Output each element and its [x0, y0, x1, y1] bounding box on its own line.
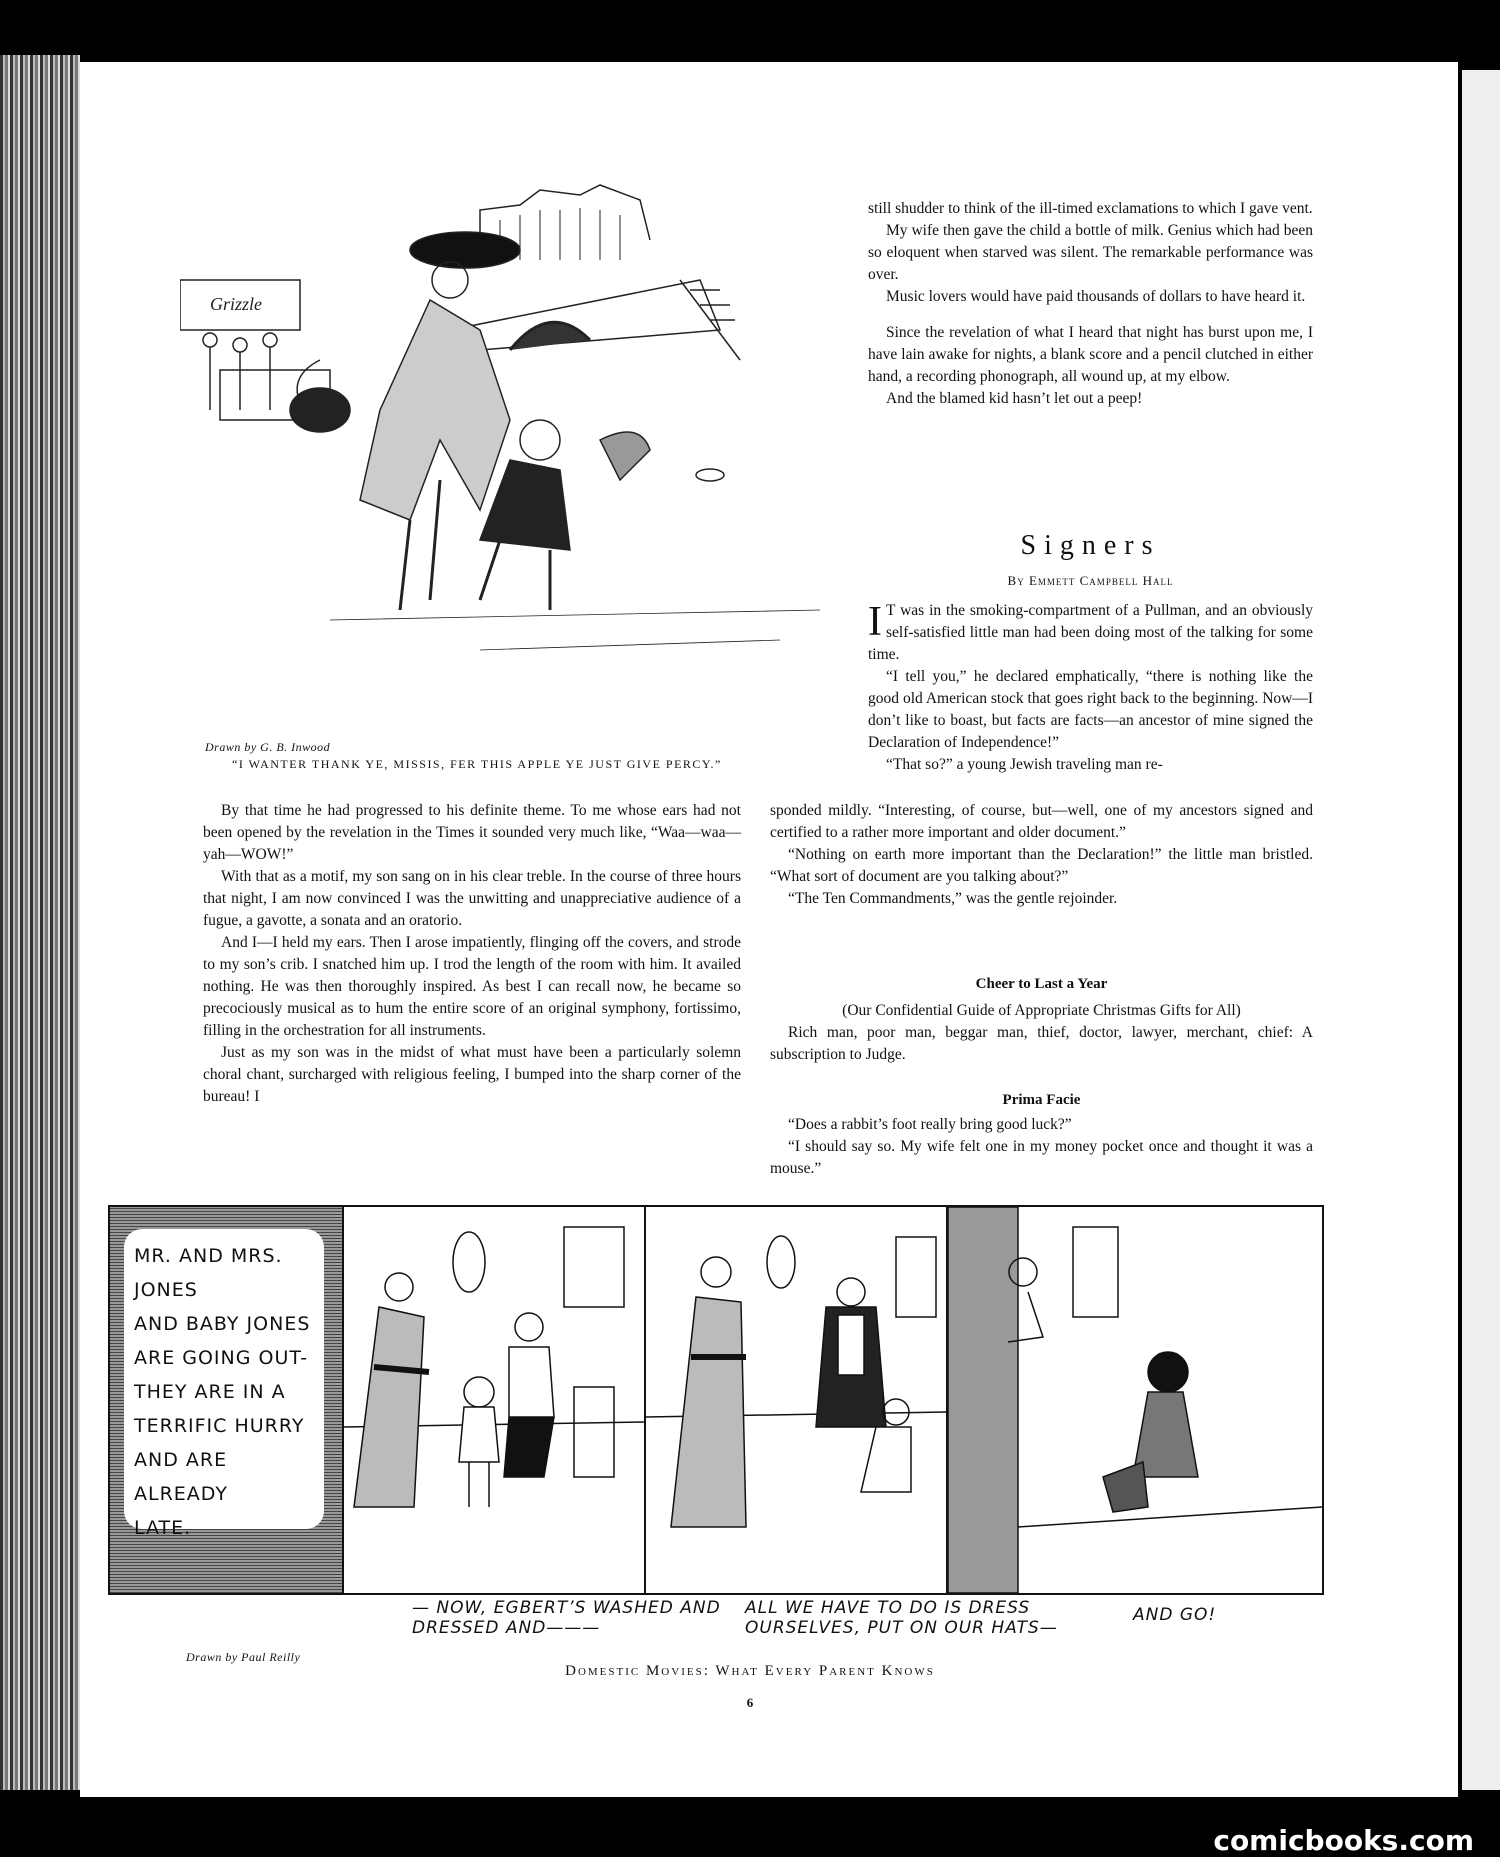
- street-scene-illustration: [180, 180, 840, 725]
- paragraph: With that as a motif, my son sang on in his clear treble. In the course of three hours that night, I am now convinced I was the unwitting and unappreciative audience of a fugue, a gavotte, a sonata and an oratorio.: [203, 868, 741, 929]
- panel-4-caption: AND GO!: [1133, 1605, 1217, 1625]
- panel-3-caption: ALL WE HAVE TO DO IS DRESS OURSELVES, PUT ON OUR HATS—: [745, 1598, 1058, 1638]
- paragraph: “I should say so. My wife felt one in my money pocket once and thought it was a mouse.”: [770, 1138, 1313, 1177]
- paragraph: By that time he had progressed to his definite theme. To me whose ears had not been opened by the revelation in the Times it sounded very much like, “Waa—waa—yah—WOW!”: [203, 802, 741, 863]
- comic-panel-1: [110, 1207, 344, 1593]
- story-column: [203, 800, 741, 1108]
- paragraph: Just as my son was in the midst of what must have been a particularly solemn choral chant, surcharged with religious feeling, I bumped into the sharp corner of the bureau! I: [203, 1044, 741, 1105]
- narration-line: TERRIFIC HURRY: [134, 1415, 305, 1437]
- panel-3-drawing: [646, 1207, 946, 1593]
- paragraph: sponded mildly. “Interesting, of course, but—well, one of my ancestors signed and certified to a rather more important and older document.”: [770, 802, 1313, 841]
- comic-title: Domestic Movies: What Every Parent Knows: [565, 1663, 935, 1679]
- article-title: Signers: [1020, 530, 1161, 561]
- prima-facie-body: [770, 1114, 1313, 1180]
- page-number: 6: [746, 1695, 754, 1710]
- narration-line: AND BABY JONES: [134, 1313, 311, 1335]
- comic-credit: Drawn by Paul Reilly: [186, 1650, 301, 1664]
- paragraph: Music lovers would have paid thousands of dollars to have heard it.: [886, 288, 1306, 305]
- narration-line: MR. AND MRS. JONES: [134, 1245, 283, 1301]
- paragraph: And I—I held my ears. Then I arose impatiently, flinging off the covers, and strode to my son’s crib. I snatched him up. I trod the length of the room with him. It availed nothing. He was then thoroughly inspired. As best I can recall now, he became so precociously musical as to hum the entire score of an original symphony, fortissimo, filling in the orchestration for all instruments.: [203, 934, 741, 1039]
- comic-panel-2: [344, 1207, 646, 1593]
- panel-2-caption: — NOW, EGBERT’S WASHED AND DRESSED AND———: [412, 1598, 721, 1638]
- story-continuation: [868, 198, 1313, 410]
- book-binding: [0, 55, 80, 1790]
- illustration-caption: “I WANTER THANK YE, MISSIS, FER THIS APPLE YE JUST GIVE PERCY.”: [232, 757, 722, 771]
- cheer-body: [770, 1000, 1313, 1066]
- narration-line: AND ARE ALREADY: [134, 1449, 228, 1505]
- narration-line: THEY ARE IN A: [134, 1381, 286, 1403]
- paragraph: T was in the smoking-compartment of a Pullman, and an obviously self-satisfied little man had been doing most of the talking for some time.: [868, 602, 1313, 663]
- narration-line: ARE GOING OUT-: [134, 1347, 309, 1369]
- paragraph: My wife then gave the child a bottle of milk. Genius which had been so eloquent when starved was silent. The remarkable performance was over.: [868, 222, 1313, 283]
- narration-line: LATE.: [134, 1517, 192, 1539]
- sign-lettering: Grizzle: [210, 294, 263, 314]
- paragraph: “Nothing on earth more important than the Declaration!” the little man bristled. “What sort of document are you talking about?”: [770, 846, 1313, 885]
- illustration-credit: Drawn by G. B. Inwood: [205, 740, 331, 754]
- paragraph: “The Ten Commandments,” was the gentle rejoinder.: [788, 890, 1118, 907]
- cheer-subtitle: (Our Confidential Guide of Appropriate Christmas Gifts for All): [842, 1002, 1241, 1019]
- prima-facie-title: Prima Facie: [1002, 1092, 1081, 1108]
- site-watermark: comicbooks.com: [1213, 1824, 1474, 1857]
- panel-2-drawing: [344, 1207, 644, 1593]
- article-byline: By Emmett Campbell Hall: [1007, 573, 1174, 588]
- paragraph: “Does a rabbit’s foot really bring good luck?”: [788, 1116, 1072, 1133]
- paragraph: “That so?” a young Jewish traveling man re-: [886, 756, 1163, 773]
- panel-4-drawing: [948, 1207, 1322, 1593]
- paragraph: still shudder to think of the ill-timed exclamations to which I gave vent.: [868, 200, 1313, 217]
- signers-column: [868, 600, 1313, 776]
- drop-cap: I: [868, 599, 882, 645]
- next-page-edge: [1462, 70, 1500, 1790]
- narration-box: [124, 1229, 324, 1539]
- paragraph: “I tell you,” he declared emphatically, “there is nothing like the good old American stock that goes right back to the beginning. Now—I don’t like to boast, but facts are facts—an ancestor of mine signed the Declaration of Independence!”: [868, 668, 1313, 751]
- comic-strip: [108, 1205, 1324, 1595]
- paragraph: Rich man, poor man, beggar man, thief, doctor, lawyer, merchant, chief: A subscription to Judge.: [770, 1024, 1313, 1063]
- signers-continuation: [770, 800, 1313, 910]
- comic-panel-3: [646, 1207, 948, 1593]
- paragraph: Since the revelation of what I heard that night has burst upon me, I have lain awake for nights, a blank score and a pencil clutched in either hand, a recording phonograph, all wound up, at my elbow.: [868, 324, 1313, 385]
- cheer-title: Cheer to Last a Year: [975, 976, 1108, 992]
- comic-panel-4: [948, 1207, 1322, 1593]
- paragraph: And the blamed kid hasn’t let out a peep!: [886, 390, 1143, 407]
